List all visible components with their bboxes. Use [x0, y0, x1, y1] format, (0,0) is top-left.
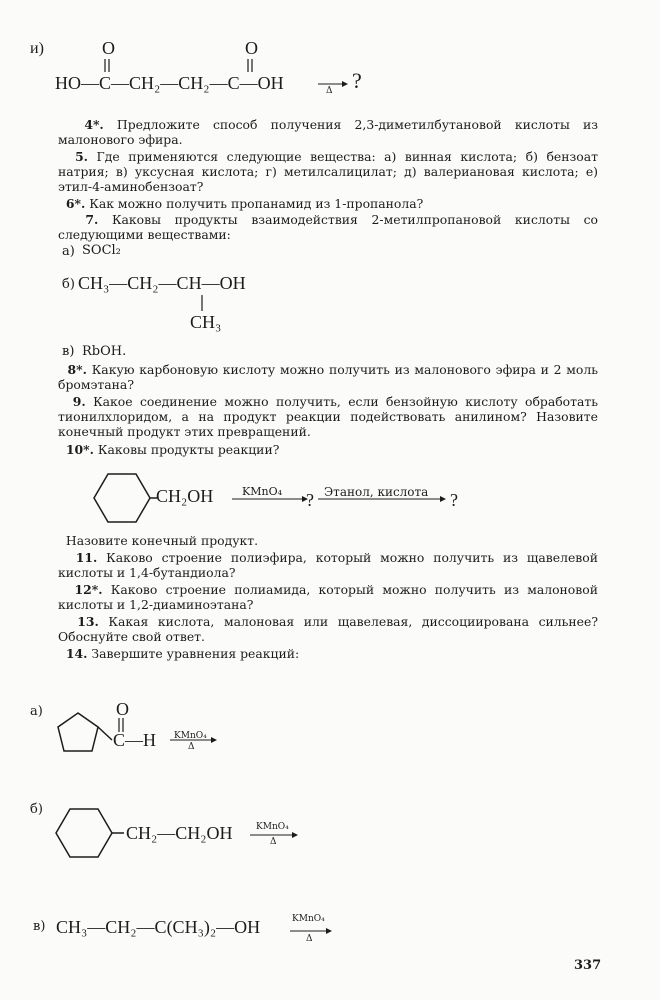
- reaction-14c-reagent: KMnO₄: [292, 914, 325, 924]
- question-8-text: Какую карбоновую кислоту можно получить из малонового эфира и 2 моль бромэтана?: [58, 362, 598, 392]
- question-8: [58, 362, 598, 392]
- reaction-14c-arrow: [288, 925, 348, 945]
- q7-b-branch: CH₃: [190, 312, 222, 332]
- q10-end-product: ?: [450, 490, 458, 510]
- question-9-number: 9.: [72, 394, 86, 409]
- question-14: [58, 646, 598, 661]
- scheme-i-condition: Δ: [326, 86, 333, 96]
- reaction-14a-graphics: [0, 690, 660, 780]
- question-4: [58, 117, 598, 147]
- question-14-text: Завершите уравнения реакций:: [91, 646, 300, 661]
- reaction-14b-group: CH₂—CH₂OH: [126, 823, 233, 843]
- page-number: 337: [574, 958, 602, 973]
- reaction-14c-label: в): [33, 919, 46, 934]
- reaction-14a-group: C—H: [113, 730, 157, 750]
- reaction-14a-reagent: KMnO₄: [174, 731, 207, 741]
- question-12: [58, 582, 598, 612]
- reaction-14c-condition: Δ: [306, 934, 313, 944]
- question-10: [58, 442, 598, 457]
- reaction-14c-formula: CH₃—CH₂—C(CH₃)₂—OH: [56, 917, 261, 937]
- question-9-text: Какое соединение можно получить, если бензойную кислоту обработать тионилхлоридом, а на продукт реакции подействовать анилином? Назовите конечный продукт этих превращений.: [58, 394, 598, 439]
- question-10-text: Каковы продукты реакции?: [97, 442, 280, 457]
- reaction-14b-reagent: KMnO₄: [256, 822, 289, 832]
- q10-note: [58, 533, 598, 548]
- question-7-text: Каковы продукты взаимодействия 2-метилпропановой кислоты со следующими веществами:: [58, 212, 598, 242]
- question-4-text: Предложите способ получения 2,3-диметилбутановой кислоты из малонового эфира.: [58, 117, 598, 147]
- scheme-i-o-left: O: [102, 38, 115, 58]
- question-6-text: Как можно получить пропанамид из 1-пропанола?: [89, 196, 424, 211]
- cyclohexane-ring: [56, 809, 112, 857]
- q7-a-formula: SOCl₂: [82, 243, 121, 258]
- question-13-number: 13.: [77, 614, 99, 629]
- q10-note-text: Назовите конечный продукт.: [65, 533, 259, 548]
- cyclohexane-ring: [94, 474, 150, 522]
- question-5: [58, 149, 598, 194]
- reaction-14a-oxygen: O: [116, 699, 129, 719]
- question-6: [58, 196, 598, 211]
- question-5-number: 5.: [75, 149, 88, 164]
- scheme-i-formula: HO—C—CH₂—CH₂—C—OH: [55, 73, 284, 93]
- q7-c-label: в): [62, 344, 75, 359]
- reaction-14b-label: б): [30, 802, 43, 817]
- question-14-number: 14.: [65, 646, 88, 661]
- question-5-text: Где применяются следующие вещества: а) винная кислота; б) бензоат натрия; в) уксусная кислота; г) метилсалицилат; д) валериановая кислота; е) этил-4-аминобензоат?: [58, 149, 598, 194]
- question-7: [58, 212, 598, 242]
- question-6-number: 6*.: [65, 196, 86, 211]
- cyclopentane-ring: [58, 713, 98, 751]
- question-12-text: Каково строение полиамида, который можно получить из малоновой кислоты и 1,2-диаминоэтана?: [58, 582, 598, 612]
- question-8-number: 8*.: [67, 362, 87, 377]
- q7-b-formula: CH₃—CH₂—CH—OH: [78, 273, 246, 293]
- question-13: [58, 614, 598, 644]
- q10-reagent-1: KMnO₄: [242, 485, 282, 498]
- scheme-i-result: ?: [352, 68, 362, 93]
- q10-substituent: CH₂OH: [156, 486, 214, 506]
- question-7-number: 7.: [85, 212, 99, 227]
- question-11-text: Каково строение полиэфира, который можно получить из щавелевой кислоты и 1,4-бутандиола?: [58, 550, 598, 580]
- scheme-i-label: и): [30, 40, 44, 57]
- q7-a-label: а): [62, 244, 75, 259]
- question-10-number: 10*.: [65, 442, 94, 457]
- question-12-number: 12*.: [74, 582, 103, 597]
- scheme-i-o-right: O: [245, 38, 258, 58]
- question-4-number: 4*.: [84, 117, 104, 132]
- question-13-text: Какая кислота, малоновая или щавелевая, диссоциирована сильнее? Обоснуйте свой ответ.: [58, 614, 598, 644]
- reaction-14b-condition: Δ: [270, 837, 277, 847]
- reaction-14b-graphics: [0, 795, 660, 885]
- question-11: [58, 550, 598, 580]
- q7-b-label: б): [62, 277, 75, 292]
- question-11-number: 11.: [75, 550, 98, 565]
- question-9: [58, 394, 598, 439]
- reaction-14a-label: а): [30, 704, 43, 719]
- q10-mid-product: ?: [306, 490, 314, 510]
- reaction-14a-condition: Δ: [188, 742, 195, 752]
- q10-reagent-2: Этанол, кислота: [324, 485, 429, 499]
- q7-c-formula: RbOH.: [82, 344, 127, 359]
